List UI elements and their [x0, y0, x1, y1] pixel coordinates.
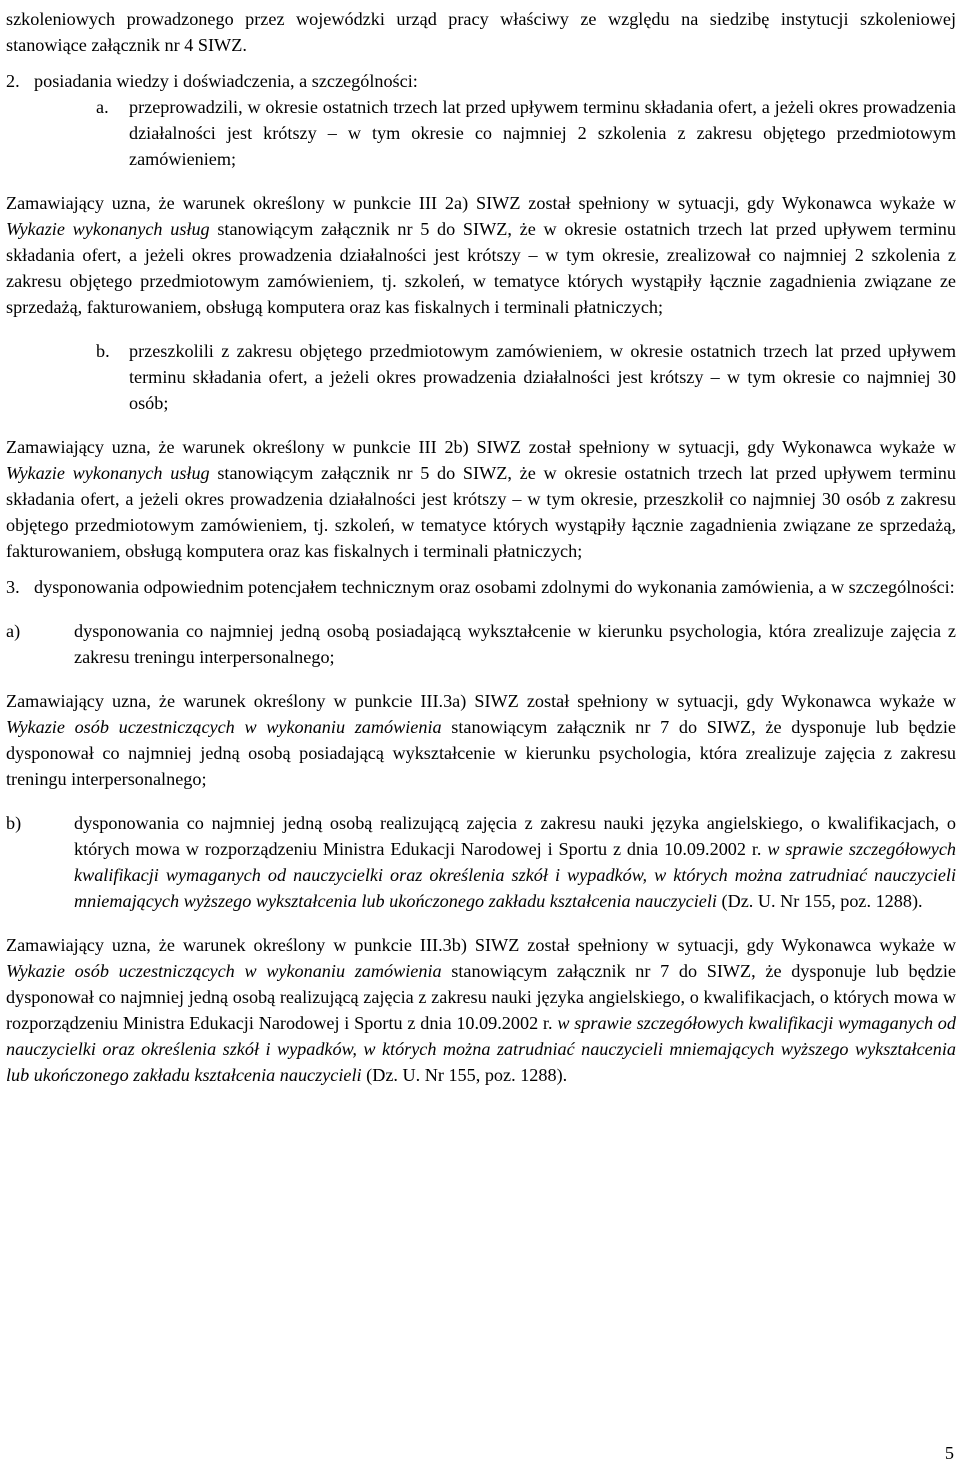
condition-3b — [6, 932, 956, 1088]
item-2a-marker: a. — [96, 97, 109, 117]
item-3a-marker: a) — [6, 621, 21, 641]
condition-2b-italic: Wykazie wykonanych usług — [6, 463, 210, 483]
item-3a-text: dysponowania co najmniej jedną osobą posiadającą wykształcenie w kierunku psychologia, która zrealizuje zajęcia z zakresu treningu interpersonalnego; — [74, 621, 956, 667]
page-number: 5 — [944, 1443, 954, 1463]
condition-2b — [6, 434, 956, 564]
condition-2a-italic: Wykazie wykonanych usług — [6, 219, 210, 239]
condition-3b-post: (Dz. U. Nr 155, poz. 1288). — [361, 1065, 568, 1085]
item-3b-marker: b) — [6, 813, 22, 833]
condition-3b-mid: stanowiącym załącznik nr 7 do SIWZ, że dysponuje lub będzie dysponował co najmniej jedną osobą realizującą zajęcia z zakresu nauki języka angielskiego, o kwalifikacjach, o których mowa w rozporządzeniu Ministra Edukacji Narodowej i Sportu z dnia 10.09.2002 r. — [6, 961, 956, 1033]
item-2-number: 2. — [6, 71, 20, 91]
document-page — [6, 6, 956, 1088]
item-3b-post: (Dz. U. Nr 155, poz. 1288). — [716, 891, 923, 911]
item-3-text: dysponowania odpowiednim potencjałem technicznym oraz osobami zdolnymi do wykonania zamówienia, a w szczególności: — [34, 577, 955, 597]
item-2-text: posiadania wiedzy i doświadczenia, a szczególności: — [34, 71, 418, 91]
condition-3a — [6, 688, 956, 792]
condition-2b-post: stanowiącym załącznik nr 5 do SIWZ, że w okresie ostatnich trzech lat przed upływem terminu składania ofert, a jeżeli okres prowadzenia działalności jest krótszy – w tym okresie, przeszkolił co najmniej 30 osób z zakresu objętego przedmiotowym zamówieniem, tj. szkoleń, w tematyce których wystąpiły łącznie zagadnienia związane ze sprzedażą, fakturowaniem, obsługą komputera oraz kas fiskalnych i terminali płatniczych; — [6, 463, 956, 561]
item-2b — [6, 338, 956, 416]
item-3b-italic: w sprawie szczegółowych kwalifikacji wymaganych od nauczycielki oraz określenia szkół i wypadków, w których można zatrudniać nauczycieli mniemających wyższego wykształcenia lub ukończonego zakładu kształcenia nauczycieli — [74, 839, 956, 911]
condition-3b-italic1: Wykazie osób uczestniczących w wykonaniu zamówienia — [6, 961, 442, 981]
item-3 — [6, 574, 956, 600]
item-3-number: 3. — [6, 577, 20, 597]
condition-3a-post: stanowiącym załącznik nr 7 do SIWZ, że dysponuje lub będzie dysponował co najmniej jedną osobą posiadającą wykształcenie w kierunku psychologia, która zrealizuje zajęcia z zakresu treningu interpersonalnego; — [6, 717, 956, 789]
item-2a — [6, 94, 956, 172]
condition-3b-italic2: w sprawie szczegółowych kwalifikacji wymaganych od nauczycielki oraz określenia szkół i wypadków, w których można zatrudniać nauczycieli mniemających wyższego wykształcenia lub ukończonego zakładu kształcenia nauczycieli — [6, 1013, 956, 1085]
item-3b-pre: dysponowania co najmniej jedną osobą realizującą zajęcia z zakresu nauki języka angielskiego, o kwalifikacjach, o których mowa w rozporządzeniu Ministra Edukacji Narodowej i Sportu z dnia 10.09.2002 r. — [74, 813, 956, 859]
condition-3a-italic: Wykazie osób uczestniczących w wykonaniu zamówienia — [6, 717, 442, 737]
item-2b-marker: b. — [96, 341, 110, 361]
condition-2b-pre: Zamawiający uzna, że warunek określony w punkcie III 2b) SIWZ został spełniony w sytuacji, gdy Wykonawca wykaże w — [6, 437, 956, 457]
item-2a-text: przeprowadzili, w okresie ostatnich trzech lat przed upływem terminu składania ofert, a jeżeli okres prowadzenia działalności jest krótszy – w tym okresie co najmniej 2 szkolenia z zakresu objętego przedmiotowym zamówieniem; — [129, 97, 956, 169]
condition-2a-pre: Zamawiający uzna, że warunek określony w punkcie III 2a) SIWZ został spełniony w sytuacji, gdy Wykonawca wykaże w — [6, 193, 956, 213]
condition-3a-pre: Zamawiający uzna, że warunek określony w punkcie III.3a) SIWZ został spełniony w sytuacji, gdy Wykonawca wykaże w — [6, 691, 956, 711]
item-2 — [6, 68, 956, 94]
condition-3b-pre: Zamawiający uzna, że warunek określony w punkcie III.3b) SIWZ został spełniony w sytuacji, gdy Wykonawca wykaże w — [6, 935, 956, 955]
item-3a — [6, 618, 956, 670]
condition-2a-post: stanowiącym załącznik nr 5 do SIWZ, że w okresie ostatnich trzech lat przed upływem terminu składania ofert, a jeżeli okres prowadzenia działalności jest krótszy – w tym okresie, zrealizował co najmniej 2 szkolenia z zakresu objętego przedmiotowym zamówieniem, tj. szkoleń, w tematyce których wystąpiły łącznie zagadnienia związane ze sprzedażą, fakturowaniem, obsługą komputera oraz kas fiskalnych i terminali płatniczych; — [6, 219, 956, 317]
condition-2a — [6, 190, 956, 320]
item-2b-text: przeszkolili z zakresu objętego przedmiotowym zamówieniem, w okresie ostatnich trzech lat przed upływem terminu składania ofert, a jeżeli okres prowadzenia działalności jest krótszy – w tym okresie co najmniej 30 osób; — [129, 341, 956, 413]
item-3b — [6, 810, 956, 914]
intro-paragraph: szkoleniowych prowadzonego przez wojewódzki urząd pracy właściwy ze względu na siedzibę instytucji szkoleniowej stanowiące załącznik nr 4 SIWZ. — [6, 9, 956, 55]
